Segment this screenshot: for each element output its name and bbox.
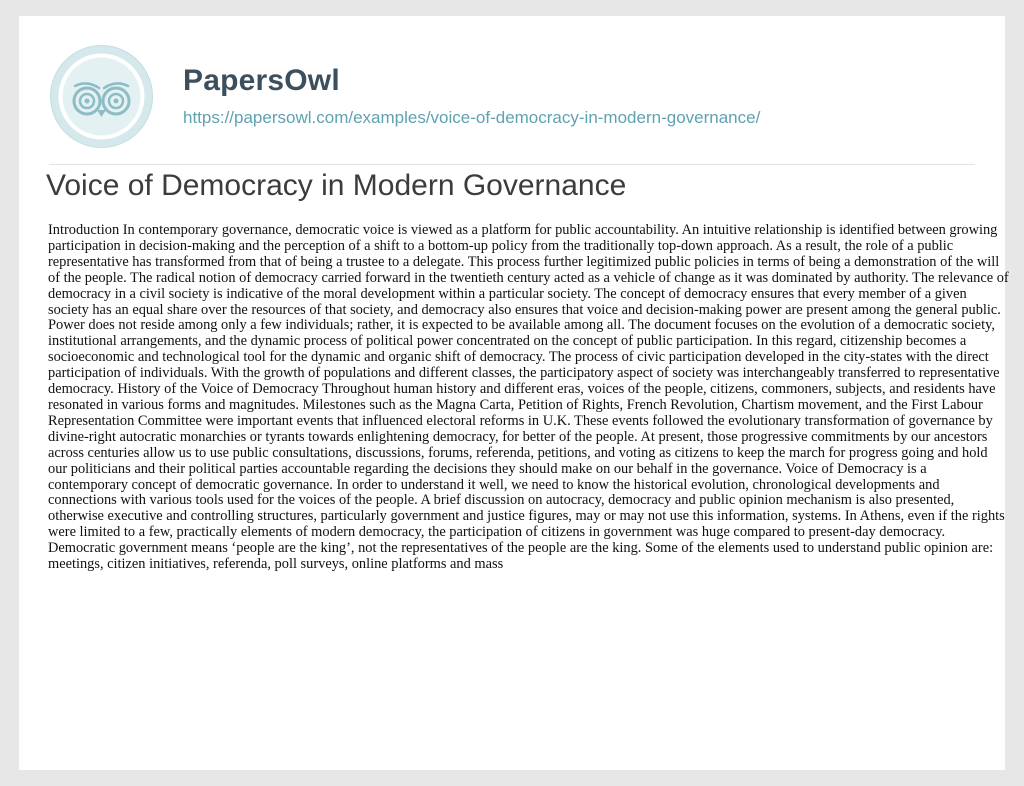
owl-eyes-icon	[49, 44, 154, 149]
brand-name[interactable]: PapersOwl	[183, 64, 340, 97]
site-header	[49, 38, 979, 148]
page-title: Voice of Democracy in Modern Governance	[46, 169, 627, 202]
header-divider	[49, 164, 975, 165]
document-page	[19, 16, 1009, 770]
source-url-link[interactable]: https://papersowl.com/examples/voice-of-democracy-in-modern-governance/	[183, 108, 761, 127]
article-body: Introduction In contemporary governance, democratic voice is viewed as a platform for public accountability. An intuitive relationship is identified between growing participation in decision-making and the perception of a shift to a bottom-up policy from the traditionally top-down approach. As a result, the role of a public representative has transformed from that of being a trustee to a delegate. This process further legitimized public policies in terms of being a demonstration of the will of the people. The radical notion of democracy carried forward in the twentieth century acted as a vehicle of change as it was dominated by authority. The relevance of democracy in a civil society is indicative of the moral development within a particular society. The concept of democracy ensures that every member of a given society has an equal share over the resources of that society, and democracy also ensures that voice and decision-making power are present among the general public. Power does not reside among only a few individuals; rather, it is expected to be available among all. The document focuses on the evolution of a democratic society, institutional arrangements, and the dynamic process of political power concentrated on the concept of public participation. In this regard, citizenship becomes a socioeconomic and technological tool for the dynamic and organic shift of democracy. The process of civic participation developed in the city-states with the direct participation of individuals. With the growth of populations and different classes, the participatory aspect of society was interchangeably transferred to representative democracy. History of the Voice of Democracy Throughout human history and different eras, voices of the people, citizens, commoners, subjects, and residents have resonated in various forms and magnitudes. Milestones such as the Magna Carta, Petition of Rights, French Revolution, Chartism movement, and the First Labour Representation Committee were important events that influenced electoral reforms in U.K. These events followed the evolutionary transformation of governance by divine-right autocratic monarchies or tyrants towards enlightening democracy, for better of the people. At present, those progressive commitments by our ancestors across centuries allow us to use public consultations, discussions, forums, referenda, petitions, and voting as citizens to keep the march for progress going and hold our politicians and their political parties accountable regarding the decisions they should make on our behalf in the governance. Voice of Democracy is a contemporary concept of democratic governance. In order to understand it well, we need to know the historical evolution, chronological developments and connections with various tools used for the voices of the people. A brief discussion on autocracy, democracy and public opinion mechanism is also presented, otherwise executive and controlling structures, particularly government and justice figures, may or may not use this information, systems. In Athens, even if the rights were limited to a few, practically elements of modern democracy, the participation of citizens in government was huge compared to present-day democracy. Democratic government means ‘people are the king’, not the representatives of the people are the king. Some of the elements used to understand public opinion are: meetings, citizen initiatives, referenda, poll surveys, online platforms and mass	[48, 222, 1009, 573]
